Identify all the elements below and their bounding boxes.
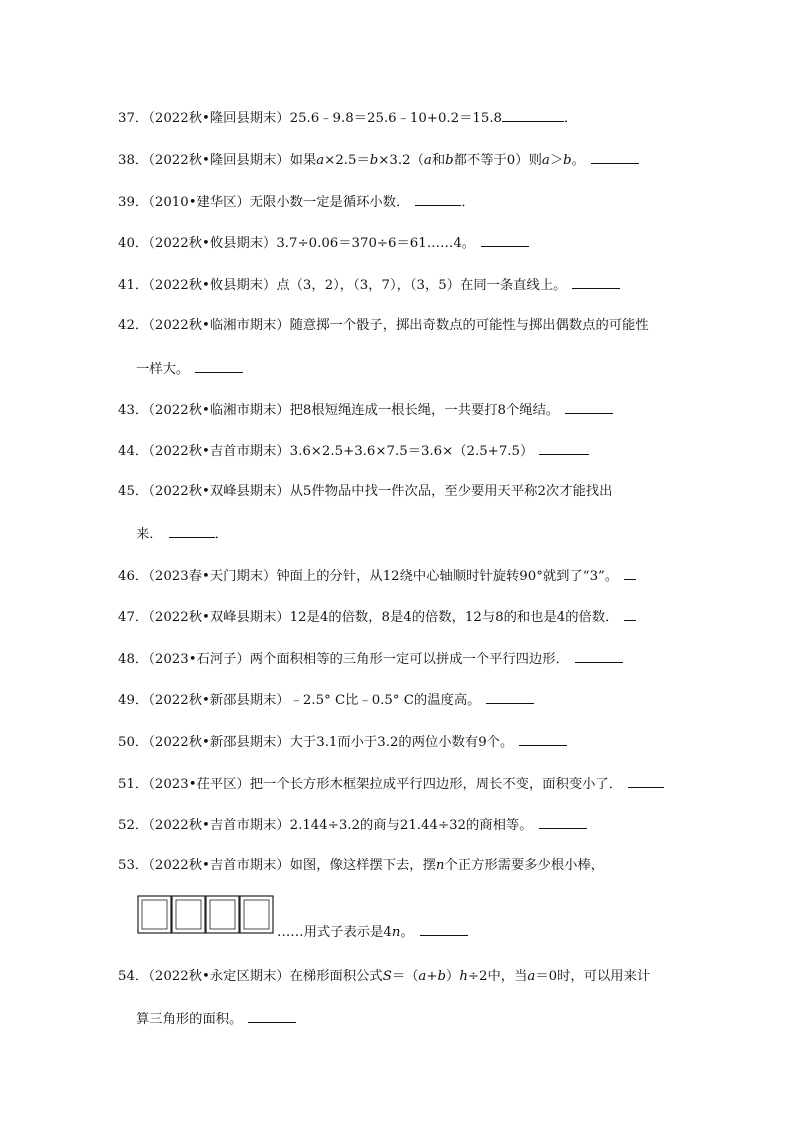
question-text: 如果	[289, 153, 317, 168]
question-source: （2022秋•新邵县期末）	[148, 735, 290, 750]
var-n: n	[391, 925, 401, 940]
question-text: 。	[400, 925, 414, 940]
question-number: 38．	[118, 153, 149, 168]
var-a: a	[316, 153, 325, 168]
answer-blank[interactable]	[481, 233, 529, 247]
question-text: 点（3，2），（3，7），（3，5）在同一条直线上。	[276, 278, 567, 293]
question-text: 算三角形的面积。	[136, 1012, 243, 1027]
question-54	[118, 968, 650, 986]
question-text: ）	[446, 969, 460, 984]
answer-blank[interactable]	[486, 690, 534, 704]
question-text: +	[426, 969, 438, 984]
question-number: 45．	[118, 484, 149, 499]
answer-blank[interactable]	[415, 192, 461, 206]
question-number: 50．	[118, 735, 149, 750]
question-text: 3.6×2.5+3.6×7.5＝3.6×（2.5+7.5）	[289, 444, 534, 459]
question-source: （2022秋•吉首市期末）	[148, 818, 290, 833]
question-source: （2022秋•双峰县期末）	[148, 610, 290, 625]
question-tail: ．	[461, 195, 475, 210]
question-number: 43．	[118, 403, 149, 418]
question-text: 一样大。	[136, 362, 190, 377]
question-text: ÷2中，当	[467, 969, 528, 984]
question-41	[118, 275, 620, 295]
answer-blank[interactable]	[565, 400, 613, 414]
question-text: 大于3.1而小于3.2的两位小数有9个。	[289, 735, 514, 750]
question-text: 无限小数一定是循环小数．	[249, 195, 410, 210]
question-text: 随意掷一个骰子，掷出奇数点的可能性与掷出偶数点的可能性	[289, 318, 649, 333]
question-text: 个正方形需要多少根小棒，	[444, 858, 605, 873]
question-45-continued	[136, 524, 228, 544]
question-49	[118, 690, 534, 710]
question-text: 来．	[136, 527, 163, 542]
question-text: 2.144÷3.2的商与21.44÷32的商相等。	[289, 818, 533, 833]
answer-blank[interactable]	[575, 649, 623, 663]
question-text: 从5件物品中找一件次品，至少要用天平称2次才能找出	[289, 484, 613, 499]
question-text: 。	[571, 153, 585, 168]
question-number: 54．	[118, 969, 149, 984]
question-number: 48．	[118, 652, 149, 667]
question-text: ＝（	[391, 969, 419, 984]
question-text: 钟面上的分针，从12绕中心轴顺时针旋转90°就到了“3”。	[276, 569, 619, 584]
question-number: 51．	[118, 777, 149, 792]
question-40	[118, 233, 529, 253]
question-number: 53．	[118, 858, 149, 873]
answer-blank[interactable]	[628, 774, 664, 788]
question-text: ﹣2.5° C比﹣0.5° C的温度高。	[289, 693, 481, 708]
question-number: 40．	[118, 236, 149, 251]
question-source: （2023•石河子）	[148, 652, 250, 667]
question-source: （2022秋•临湘市期末）	[148, 318, 290, 333]
question-tail: ．	[214, 527, 228, 542]
question-source: （2023•茌平区）	[148, 777, 250, 792]
answer-blank[interactable]	[539, 815, 587, 829]
question-48	[118, 649, 623, 669]
question-45	[118, 483, 612, 501]
question-54-continued	[136, 1009, 296, 1029]
answer-blank[interactable]	[502, 108, 564, 122]
question-number: 44．	[118, 444, 149, 459]
question-source: （2022秋•隆回县期末）	[148, 111, 290, 126]
question-number: 41．	[118, 278, 149, 293]
question-source: （2022秋•隆回县期末）	[148, 153, 290, 168]
question-number: 37．	[118, 111, 149, 126]
question-42-continued	[136, 359, 243, 379]
question-number: 47．	[118, 610, 149, 625]
answer-blank[interactable]	[248, 1009, 296, 1023]
question-53	[118, 857, 604, 875]
question-number: 42．	[118, 318, 149, 333]
question-text: 把一个长方形木框架拉成平行四边形，周长不变，面积变小了．	[249, 777, 623, 792]
square-chain-diagram	[136, 893, 276, 937]
question-number: 46．	[118, 569, 149, 584]
var-a: a	[527, 969, 536, 984]
question-text: ……用式子表示是4	[277, 925, 392, 940]
answer-blank[interactable]	[169, 524, 215, 538]
var-h: h	[459, 969, 468, 984]
question-text: 和	[431, 153, 446, 168]
question-number: 49．	[118, 693, 149, 708]
var-s: S	[382, 969, 392, 984]
question-47	[118, 607, 636, 627]
question-37	[118, 108, 577, 128]
answer-blank[interactable]	[420, 922, 468, 936]
question-46	[118, 566, 636, 586]
matchstick-squares-figure	[136, 893, 276, 937]
answer-blank[interactable]	[572, 275, 620, 289]
answer-blank[interactable]	[591, 150, 639, 164]
var-a: a	[418, 969, 427, 984]
var-b: b	[369, 153, 379, 168]
question-text: 25.6﹣9.8＝25.6﹣10+0.2＝15.8	[289, 111, 503, 126]
question-43	[118, 400, 613, 420]
question-38	[118, 150, 639, 170]
question-42	[118, 317, 649, 335]
question-source: （2022秋•双峰县期末）	[148, 484, 290, 499]
question-number: 52．	[118, 818, 149, 833]
question-text: 在梯形面积公式	[289, 969, 383, 984]
question-text: 12是4的倍数，8是4的倍数，12与8的和也是4的倍数．	[289, 610, 619, 625]
question-source: （2022秋•攸县期末）	[148, 236, 277, 251]
question-text: ×3.2（	[378, 153, 424, 168]
answer-blank[interactable]	[539, 441, 589, 455]
question-text: 3.7÷0.06＝370÷6＝61……4。	[276, 236, 476, 251]
question-53-continued	[277, 922, 468, 942]
question-52	[118, 815, 587, 835]
answer-blank[interactable]	[624, 566, 636, 580]
var-a: a	[423, 153, 432, 168]
question-source: （2022秋•攸县期末）	[148, 278, 277, 293]
question-39	[118, 192, 475, 212]
question-source: （2022秋•新邵县期末）	[148, 693, 290, 708]
var-n: n	[435, 858, 445, 873]
question-source: （2022秋•永定区期末）	[148, 969, 290, 984]
var-b: b	[437, 969, 447, 984]
question-50	[118, 732, 567, 752]
question-tail: ．	[564, 111, 578, 126]
question-source: （2022秋•临湘市期末）	[148, 403, 290, 418]
question-text: 把8根短绳连成一根长绳，一共要打8个绳结。	[289, 403, 560, 418]
question-44	[118, 441, 589, 461]
answer-blank[interactable]	[519, 732, 567, 746]
answer-blank[interactable]	[195, 359, 243, 373]
question-text: 都不等于0）则	[453, 153, 542, 168]
question-text: ＞	[549, 153, 564, 168]
question-text: 两个面积相等的三角形一定可以拼成一个平行四边形．	[249, 652, 569, 667]
question-text: ＝0时，可以用来计	[535, 969, 651, 984]
question-source: （2022秋•吉首市期末）	[148, 858, 290, 873]
question-number: 39．	[118, 195, 149, 210]
question-source: （2023春•天门期末）	[148, 569, 277, 584]
question-source: （2010•建华区）	[148, 195, 250, 210]
var-b: b	[563, 153, 572, 168]
question-51	[118, 774, 664, 794]
var-a: a	[541, 153, 550, 168]
question-text: ×2.5＝	[324, 153, 370, 168]
var-b: b	[445, 153, 454, 168]
question-source: （2022秋•吉首市期末）	[148, 444, 290, 459]
answer-blank[interactable]	[624, 607, 636, 621]
question-text: 如图，像这样摆下去，摆	[289, 858, 436, 873]
